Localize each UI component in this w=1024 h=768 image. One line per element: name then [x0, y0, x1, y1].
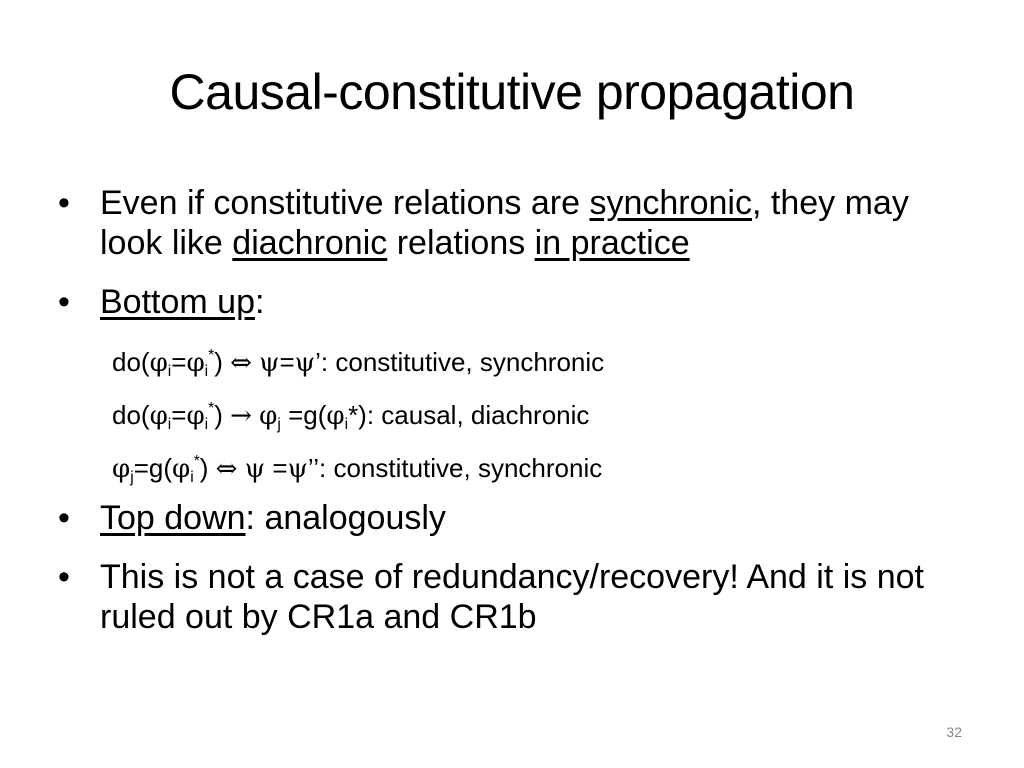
bullet-2-text: :	[254, 283, 265, 321]
slide-title: Causal-constitutive propagation	[169, 64, 855, 120]
iff-symbol-icon: ⇔	[230, 348, 252, 378]
bullet-3-text: : analogously	[245, 499, 446, 537]
bullet-1-underlined-synchronic: synchronic	[589, 184, 752, 222]
bullet-1-text-2: , they may look like	[100, 184, 909, 262]
bullet-1	[58, 183, 960, 263]
bullet-dot-icon: •	[58, 558, 70, 596]
bullet-dot-icon: •	[58, 499, 70, 537]
bullet-1-underlined-in-practice: in practice	[534, 224, 690, 262]
bullet-dot-icon: •	[58, 283, 70, 321]
formula-line-3: $\varphi_j=g(\varphi_i^*)$ ⇔ ψ =ψ’’: constitutive, synchronic	[112, 453, 603, 486]
bullet-4-text: This is not a case of redundancy/recovery! And it is not ruled out by CR1a and CR1b	[100, 558, 924, 636]
bullet-1-text-3: relations	[387, 224, 535, 262]
right-arrow-icon: →	[230, 401, 252, 431]
iff-symbol-icon: ⇔	[215, 454, 238, 484]
bullet-dot-icon: •	[58, 184, 70, 222]
formula-line-1: $do(\varphi_i=\varphi_i^*)$ ⇔ ψ=ψ’: constitutive, synchronic	[112, 347, 605, 380]
bullet-4	[58, 557, 960, 637]
bullet-1-underlined-diachronic: diachronic	[232, 224, 388, 262]
bullet-3-underlined-top-down: Top down	[100, 499, 246, 537]
bullet-2-underlined-bottom-up: Bottom up	[100, 283, 255, 321]
formula-line-2: $do(\varphi_i=\varphi_i^*) \to \varphi_j =g(\varphi_i*)$: causal, diachronic	[112, 400, 590, 433]
bullet-1-text: Even if constitutive relations are	[100, 184, 590, 222]
page-number: 32	[946, 724, 962, 740]
bullet-3	[58, 498, 960, 538]
bullet-2	[58, 282, 960, 322]
